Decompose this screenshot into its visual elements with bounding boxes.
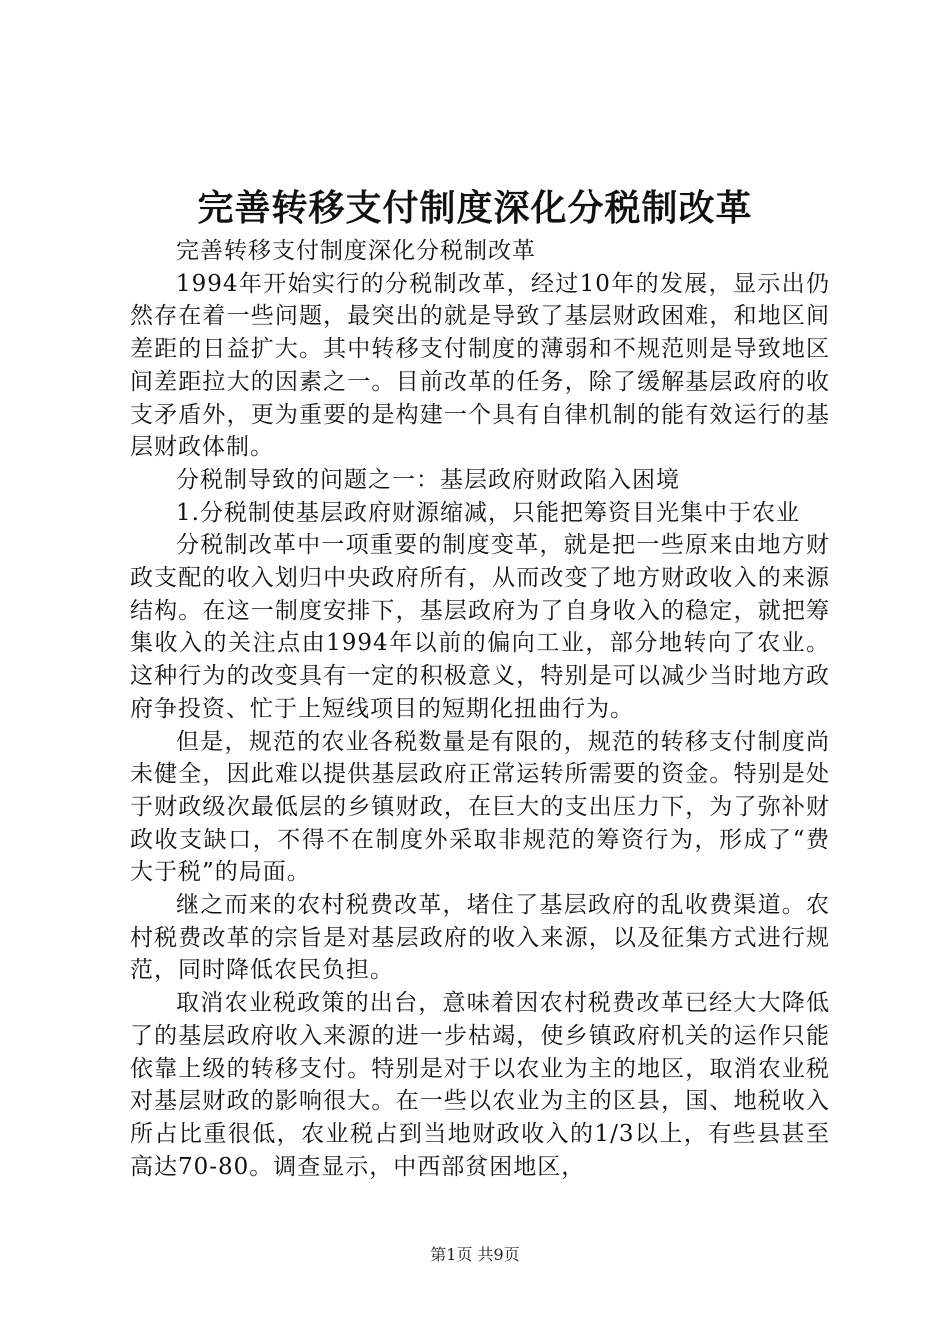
document-body bbox=[130, 235, 830, 1183]
paragraph: 分税制改革中一项重要的制度变革，就是把一些原来由地方财政支配的收入划归中央政府所有，从而改变了地方财政收入的来源结构。在这一制度安排下，基层政府为了自身收入的稳定，就把筹集收入的关注点由1994年以前的偏向工业，部分地转向了农业。这种行为的改变具有一定的积极意义，特别是可以减少当时地方政府争投资、忙于上短线项目的短期化扭曲行为。 bbox=[130, 532, 830, 722]
paragraph-intro: 1994年开始实行的分税制改革，经过10年的发展，显示出仍然存在着一些问题，最突出的就是导致了基层财政困难，和地区间差距的日益扩大。其中转移支付制度的薄弱和不规范则是导致地区间差距拉大的因素之一。目前改革的任务，除了缓解基层政府的收支矛盾外，更为重要的是构建一个具有自律机制的能有效运行的基层财政体制。 bbox=[130, 270, 830, 461]
section-heading: 分税制导致的问题之一：基层政府财政陷入困境 bbox=[176, 466, 680, 493]
paragraph-subtitle: 完善转移支付制度深化分税制改革 bbox=[176, 238, 536, 264]
document-title: 完善转移支付制度深化分税制改革 bbox=[197, 187, 753, 229]
paragraph: 继之而来的农村税费改革，堵住了基层政府的乱收费渠道。农村税费改革的宗旨是对基层政府的收入来源，以及征集方式进行规范，同时降低农民负担。 bbox=[130, 892, 830, 984]
page-number-footer: 第1页 共9页 bbox=[430, 1245, 520, 1264]
paragraph: 但是，规范的农业各税数量是有限的，规范的转移支付制度尚未健全，因此难以提供基层政府正常运转所需要的资金。特别是处于财政级次最低层的乡镇财政，在巨大的支出压力下，为了弥补财政收支缺口，不得不在制度外采取非规范的筹资行为，形成了“费大于税”的局面。 bbox=[130, 728, 830, 886]
paragraph: 取消农业税政策的出台，意味着因农村税费改革已经大大降低了的基层政府收入来源的进一步枯竭，使乡镇政府机关的运作只能依靠上级的转移支付。特别是对于以农业为主的地区，取消农业税对基层财政的影响很大。在一些以农业为主的区县，国、地税收入所占比重很低，农业税占到当地财政收入的1/3以上，有些县甚至高达70-80。调查显示，中西部贫困地区， bbox=[130, 990, 830, 1180]
subsection-heading: 1.分税制使基层政府财源缩减，只能把筹资目光集中于农业 bbox=[176, 499, 800, 526]
